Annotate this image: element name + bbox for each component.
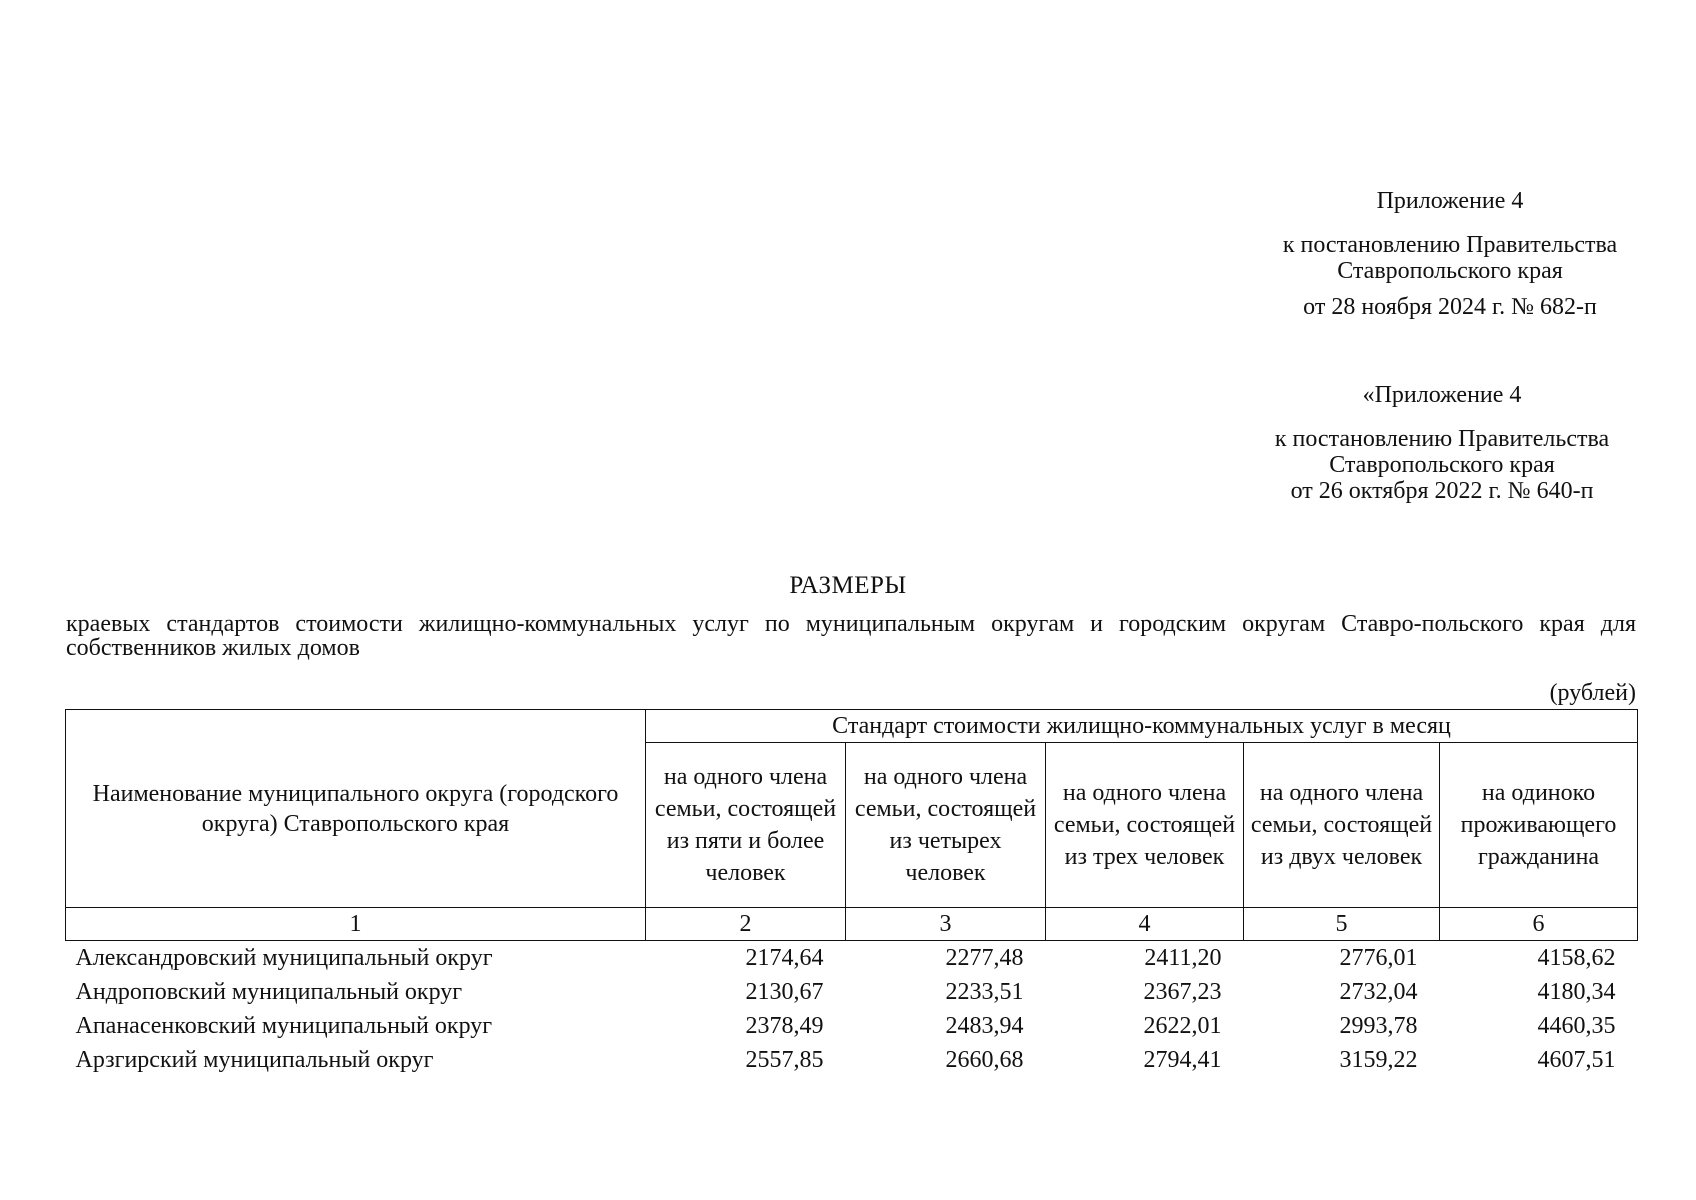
- header-four-persons: на одного члена семьи, состоящей из четырех человек: [846, 743, 1046, 908]
- appendix-date-line: от 26 октября 2022 г. № 640-п: [1290, 478, 1594, 504]
- header-municipality-name: Наименование муниципального округа (городского округа) Ставропольского края: [66, 710, 646, 908]
- header-two-persons: на одного члена семьи, состоящей из двух человек: [1244, 743, 1440, 908]
- value-cell: 2174,64: [745, 945, 824, 971]
- value-cell: 2622,01: [1143, 1013, 1222, 1039]
- document-subtitle: краевых стандартов стоимости жилищно-коммунальных услуг по муниципальным округам и городским округам Ставро-польского края для собственников жилых домов: [66, 611, 1636, 661]
- value-cell: 2233,51: [945, 979, 1024, 1005]
- table-row: [66, 975, 1638, 1009]
- appendix-resolution-line: к постановлению Правительства: [1282, 232, 1618, 258]
- municipality-name: Андроповский муниципальный округ: [75, 979, 463, 1005]
- municipality-name: Арзгирский муниципальный округ: [75, 1047, 434, 1073]
- value-cell: 2277,48: [945, 945, 1024, 971]
- value-cell: 2776,01: [1339, 945, 1418, 971]
- appendix-label: Приложение 4: [1376, 188, 1524, 214]
- column-number: 5: [1244, 908, 1440, 941]
- table-row: [66, 1043, 1638, 1077]
- appendix-resolution-line: к постановлению Правительства: [1274, 426, 1610, 452]
- value-cell: 4607,51: [1537, 1047, 1616, 1073]
- value-cell: 2367,23: [1143, 979, 1222, 1005]
- header-single-citizen: на одиноко проживающего гражданина: [1440, 743, 1638, 908]
- municipality-name: Александровский муниципальный округ: [75, 945, 493, 971]
- value-cell: 2732,04: [1339, 979, 1418, 1005]
- appendix-previous-block: [1222, 382, 1662, 504]
- table-row: [66, 941, 1638, 976]
- column-number: 1: [66, 908, 646, 941]
- header-three-persons: на одного члена семьи, состоящей из трех человек: [1046, 743, 1244, 908]
- appendix-region-line: Ставропольского края: [1337, 258, 1563, 284]
- table-row: [66, 1009, 1638, 1043]
- column-number: 4: [1046, 908, 1244, 941]
- value-cell: 2993,78: [1339, 1013, 1418, 1039]
- municipality-name: Апанасенковский муниципальный округ: [75, 1013, 493, 1039]
- document-title: РАЗМЕРЫ: [789, 572, 907, 599]
- value-cell: 2483,94: [945, 1013, 1024, 1039]
- column-number: 2: [646, 908, 846, 941]
- header-five-or-more: на одного члена семьи, состоящей из пяти и более человек: [646, 743, 846, 908]
- units-label: (рублей): [1549, 680, 1636, 706]
- value-cell: 2411,20: [1144, 945, 1222, 971]
- column-number: 6: [1440, 908, 1638, 941]
- column-number: 3: [846, 908, 1046, 941]
- appendix-date-line: от 28 ноября 2024 г. № 682-п: [1303, 294, 1597, 320]
- header-group-standard: Стандарт стоимости жилищно-коммунальных услуг в месяц: [646, 710, 1638, 743]
- value-cell: 4180,34: [1537, 979, 1616, 1005]
- appendix-label: «Приложение 4: [1362, 382, 1522, 408]
- value-cell: 2130,67: [745, 979, 824, 1005]
- value-cell: 4460,35: [1537, 1013, 1616, 1039]
- value-cell: 3159,22: [1339, 1047, 1418, 1073]
- value-cell: 2378,49: [745, 1013, 824, 1039]
- appendix-region-line: Ставропольского края: [1329, 452, 1555, 478]
- value-cell: 2660,68: [945, 1047, 1024, 1073]
- tariff-table: [65, 709, 1638, 1077]
- appendix-current-block: [1230, 188, 1670, 320]
- value-cell: 2557,85: [745, 1047, 824, 1073]
- value-cell: 4158,62: [1537, 945, 1616, 971]
- value-cell: 2794,41: [1143, 1047, 1222, 1073]
